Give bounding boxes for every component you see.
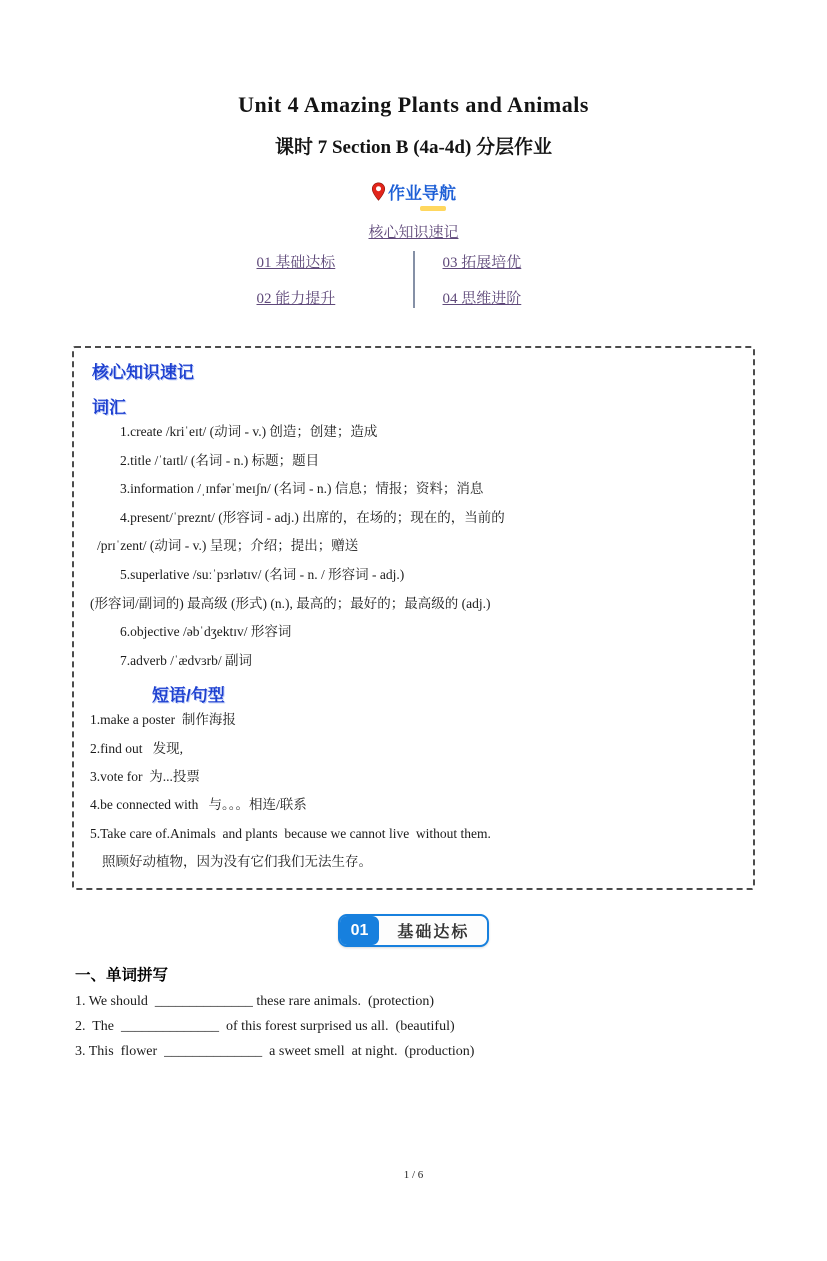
vocab-line: 5.superlative /suːˈpɜrlətɪv/ (名词 - n. / 形容词 - adj.): [120, 566, 405, 582]
document-page: [0, 92, 827, 1261]
nav-link-04-thinking[interactable]: 04 思维进阶: [442, 291, 522, 307]
vocab-line: 6.objective /əbˈdʒektɪv/ 形容词: [120, 624, 292, 640]
doc-title: Unit 4 Amazing Plants and Animals: [238, 92, 589, 117]
vocab-line: 1.create /kriˈeɪt/ (动词 - v.) 创造；创建；造成: [120, 424, 378, 439]
nav-links-right: [415, 251, 571, 308]
section-01-badge: [338, 914, 490, 947]
nav-center: [0, 221, 827, 242]
box-title: 核心知识速记: [92, 363, 194, 382]
vocab-line: 3.information /ˌɪnfərˈmeɪʃn/ (名词 - n.) 信息；情报；资料；消息: [120, 481, 484, 497]
question-line: 2. The ______________ of this forest surprised us all. (beautiful): [75, 1019, 455, 1035]
vocab-list: [86, 418, 741, 675]
phrase-line: 2.find out 发现,: [90, 740, 183, 756]
question-list: [75, 989, 827, 1064]
nav-header-label: 作业导航: [388, 184, 456, 203]
vocab-line: 4.present/ˈpreznt/ (形容词 - adj.) 出席的，在场的；现在的，当前的: [120, 509, 505, 525]
question-line: 1. We should ______________ these rare animals. (protection): [75, 994, 435, 1010]
exercise-heading: 一、单词拼写: [75, 967, 169, 985]
vocab-line: 2.title /ˈtaɪtl/ (名词 - n.) 标题；题目: [120, 452, 320, 468]
doc-subtitle: 课时 7 Section B (4a-4d) 分层作业: [274, 137, 553, 158]
nav-link-02-ability[interactable]: 02 能力提升: [256, 291, 336, 307]
vocab-line: (形容词/副词的) 最高级 (形式) (n.), 最高的；最好的；最高级的 (adj.): [90, 595, 491, 611]
core-knowledge-link[interactable]: 核心知识速记: [368, 225, 459, 241]
highlight-mark: [420, 206, 446, 211]
nav-links: [0, 251, 827, 308]
page-footer: 1 / 6: [403, 1169, 424, 1181]
phrase-line: 4.be connected with 与。。。相连/联系: [90, 797, 307, 813]
vocab-heading: 词汇: [92, 398, 126, 417]
phrase-line: 5.Take care of.Animals and plants because we cannot live without them.: [90, 825, 491, 841]
phrase-list: [86, 706, 741, 876]
homework-nav-header: [0, 179, 827, 204]
vocab-line: 7.adverb /ˈædvɜrb/ 副词: [120, 652, 253, 668]
vocab-line: /prɪˈzent/ (动词 - v.) 呈现；介绍；提出；赠送: [97, 538, 359, 554]
section-number: 01: [340, 916, 380, 945]
nav-links-left: [257, 251, 413, 308]
phrases-heading: 短语/句型: [152, 686, 225, 706]
location-pin-icon: [371, 182, 386, 201]
phrase-line: 照顾好动植物，因为没有它们我们无法生存。: [102, 853, 372, 869]
question-line: 3. This flower ______________ a sweet smell at night. (production): [75, 1044, 475, 1060]
nav-link-03-expand[interactable]: 03 拓展培优: [442, 255, 522, 271]
core-knowledge-box: [72, 346, 755, 890]
phrase-line: 1.make a poster 制作海报: [90, 712, 236, 728]
nav-link-01-basics[interactable]: 01 基础达标: [256, 255, 336, 271]
section-label: 基础达标: [397, 924, 470, 942]
exercise-section: [75, 963, 827, 1064]
phrase-line: 3.vote for 为...投票: [90, 768, 200, 784]
